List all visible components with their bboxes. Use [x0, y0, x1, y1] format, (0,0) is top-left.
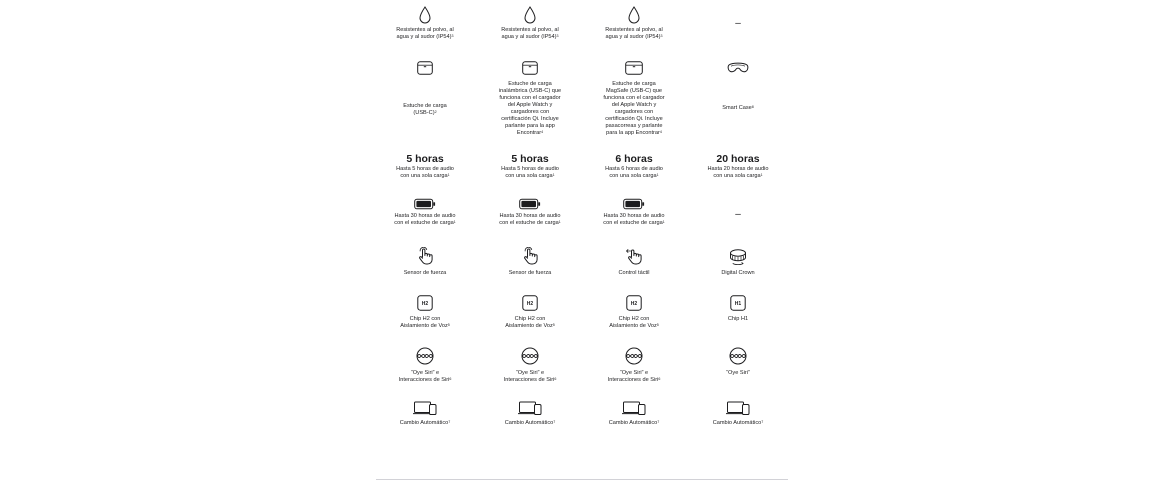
- chip-text: Chip H2 con Aislamiento de Voz: [505, 316, 553, 329]
- footnote[interactable]: 5: [656, 323, 659, 327]
- control-text: Sensor de fuerza: [403, 270, 447, 276]
- footnote[interactable]: 2: [434, 110, 437, 114]
- devices-switch-icon: [726, 401, 750, 415]
- footnote[interactable]: 3: [660, 34, 663, 38]
- listening-hours-value: 5 horas: [406, 153, 444, 165]
- water-resistance-text: Resistentes al polvo, al agua y al sudor (IP54): [396, 27, 454, 40]
- chip-label: H1: [734, 301, 742, 308]
- listening-hours-text: Hasta 20 horas de audio con una sola carga: [707, 166, 769, 179]
- listening-hours-text: Hasta 6 horas de audio con una sola carga: [605, 166, 663, 179]
- battery-case-icon: [519, 198, 541, 210]
- control-text: Sensor de fuerza: [508, 270, 552, 276]
- footnote[interactable]: 1: [662, 220, 665, 224]
- footnote[interactable]: 7: [761, 420, 764, 424]
- listening-hours-value: 6 horas: [615, 153, 653, 165]
- comparison-grid: [373, 0, 793, 480]
- control-text: Control táctil: [618, 270, 650, 276]
- listening-hours-value: 5 horas: [511, 153, 549, 165]
- switch-cell: [686, 401, 790, 427]
- chip-text: Chip H2 con Aislamiento de Voz: [609, 316, 657, 329]
- siri-cell: [373, 347, 477, 384]
- footnote[interactable]: 6: [554, 377, 557, 381]
- footnote[interactable]: 1: [447, 173, 450, 177]
- case-battery-cell: [373, 198, 477, 227]
- case-battery-text: Hasta 30 horas de audio con el estuche de carga: [603, 213, 665, 226]
- footnote[interactable]: 4: [541, 130, 544, 134]
- chip-text: Chip H2 con Aislamiento de Voz: [400, 316, 448, 329]
- case-cell: [686, 61, 790, 112]
- product-column-4: [686, 0, 790, 480]
- case-cell: [478, 60, 582, 137]
- product-column-2: [478, 0, 582, 480]
- siri-text: “Oye Siri” e Interacciones de Siri: [607, 370, 659, 383]
- water-resistance-cell: [582, 6, 686, 41]
- footnote[interactable]: 8: [751, 105, 754, 109]
- case-battery-cell: [478, 198, 582, 227]
- battery-cell: [686, 153, 790, 180]
- devices-switch-icon: [622, 401, 646, 415]
- chip-label: H2: [526, 301, 534, 308]
- case-cell: [582, 60, 686, 137]
- devices-switch-icon: [413, 401, 437, 415]
- press-gesture-icon: [416, 247, 434, 265]
- case-text: Estuche de carga (USB‑C): [403, 103, 447, 116]
- chip-icon: [522, 295, 538, 311]
- switch-cell: [478, 401, 582, 427]
- case-text: Estuche de carga inalámbrica (USB‑C) que funciona con el cargador del Apple Watch y cargadores con certificación Qi. Incluye parlante para la app Encontrar: [498, 81, 562, 136]
- swipe-gesture-icon: [625, 247, 643, 265]
- water-drop-icon: [524, 6, 536, 24]
- control-text: Digital Crown: [721, 270, 755, 276]
- footnote[interactable]: 3: [556, 34, 559, 38]
- chip-icon: [417, 295, 433, 311]
- control-cell: [373, 247, 477, 277]
- siri-icon: [416, 347, 434, 365]
- water-resistance-cell: [686, 19, 790, 29]
- water-drop-icon: [419, 6, 431, 24]
- siri-cell: [582, 347, 686, 384]
- battery-cell: [373, 153, 477, 180]
- smart-case-icon: [727, 61, 749, 75]
- case-text: Estuche de carga MagSafe (USB‑C) que funciona con el cargador del Apple Watch y cargadores con certificación Qi. Incluye pasacorreas y parlante para la app Encontrar: [603, 81, 665, 136]
- control-cell: [582, 247, 686, 277]
- digital-crown-icon: [729, 248, 747, 266]
- footnote[interactable]: 4: [659, 130, 662, 134]
- siri-text: “Oye Siri” e Interacciones de Siri: [398, 370, 450, 383]
- footnote[interactable]: 6: [658, 377, 661, 381]
- chip-cell: [582, 295, 686, 330]
- siri-cell: [478, 347, 582, 384]
- chip-icon: [730, 295, 746, 311]
- footnote[interactable]: 6: [449, 377, 452, 381]
- footnote[interactable]: 3: [451, 34, 454, 38]
- charging-case-icon: [522, 60, 538, 76]
- case-battery-text: Hasta 30 horas de audio con el estuche de carga: [394, 213, 456, 226]
- switch-text: Cambio Automático: [712, 420, 762, 426]
- case-battery-text: Hasta 30 horas de audio con el estuche de carga: [499, 213, 561, 226]
- switch-text: Cambio Automático: [399, 420, 449, 426]
- siri-icon: [729, 347, 747, 365]
- siri-cell: [686, 347, 790, 377]
- chip-cell: [373, 295, 477, 330]
- water-drop-icon: [628, 6, 640, 24]
- water-resistance-text: –: [735, 18, 741, 29]
- footnote[interactable]: 5: [447, 323, 450, 327]
- footnote[interactable]: 7: [448, 420, 451, 424]
- siri-text: “Oye Siri” e Interacciones de Siri: [503, 370, 555, 383]
- product-column-1: [373, 0, 477, 480]
- footnote[interactable]: 7: [657, 420, 660, 424]
- siri-icon: [625, 347, 643, 365]
- footnote[interactable]: 1: [656, 173, 659, 177]
- footnote[interactable]: 1: [453, 220, 456, 224]
- switch-text: Cambio Automático: [504, 420, 554, 426]
- chip-label: H2: [421, 301, 429, 308]
- battery-cell: [582, 153, 686, 180]
- battery-case-icon: [414, 198, 436, 210]
- charging-case-icon: [625, 60, 643, 76]
- water-resistance-cell: [478, 6, 582, 41]
- case-text: Smart Case: [722, 105, 752, 111]
- footnote[interactable]: 1: [552, 173, 555, 177]
- footnote[interactable]: 1: [558, 220, 561, 224]
- case-battery-text: –: [735, 209, 741, 220]
- water-resistance-text: Resistentes al polvo, al agua y al sudor (IP54): [501, 27, 559, 40]
- footnote[interactable]: 5: [552, 323, 555, 327]
- case-battery-cell: [582, 198, 686, 227]
- switch-cell: [582, 401, 686, 427]
- listening-hours-text: Hasta 5 horas de audio con una sola carga: [396, 166, 454, 179]
- chip-cell: [686, 295, 790, 323]
- case-cell: [373, 60, 477, 117]
- switch-cell: [373, 401, 477, 427]
- control-cell: [686, 248, 790, 277]
- product-column-3: [582, 0, 686, 480]
- press-gesture-icon: [521, 247, 539, 265]
- water-resistance-cell: [373, 6, 477, 41]
- listening-hours-value: 20 horas: [716, 153, 760, 165]
- chip-icon: [626, 295, 642, 311]
- chip-label: H2: [630, 301, 638, 308]
- chip-cell: [478, 295, 582, 330]
- devices-switch-icon: [518, 401, 542, 415]
- control-cell: [478, 247, 582, 277]
- case-battery-cell: [686, 210, 790, 220]
- battery-case-icon: [623, 198, 645, 210]
- battery-cell: [478, 153, 582, 180]
- siri-text: “Oye Siri”: [726, 370, 750, 376]
- switch-text: Cambio Automático: [608, 420, 658, 426]
- siri-icon: [521, 347, 539, 365]
- chip-text: Chip H1: [727, 316, 749, 322]
- listening-hours-text: Hasta 5 horas de audio con una sola carga: [501, 166, 559, 179]
- charging-case-icon: [417, 60, 433, 76]
- water-resistance-text: Resistentes al polvo, al agua y al sudor (IP54): [605, 27, 663, 40]
- footnote[interactable]: 1: [760, 173, 763, 177]
- footnote[interactable]: 7: [553, 420, 556, 424]
